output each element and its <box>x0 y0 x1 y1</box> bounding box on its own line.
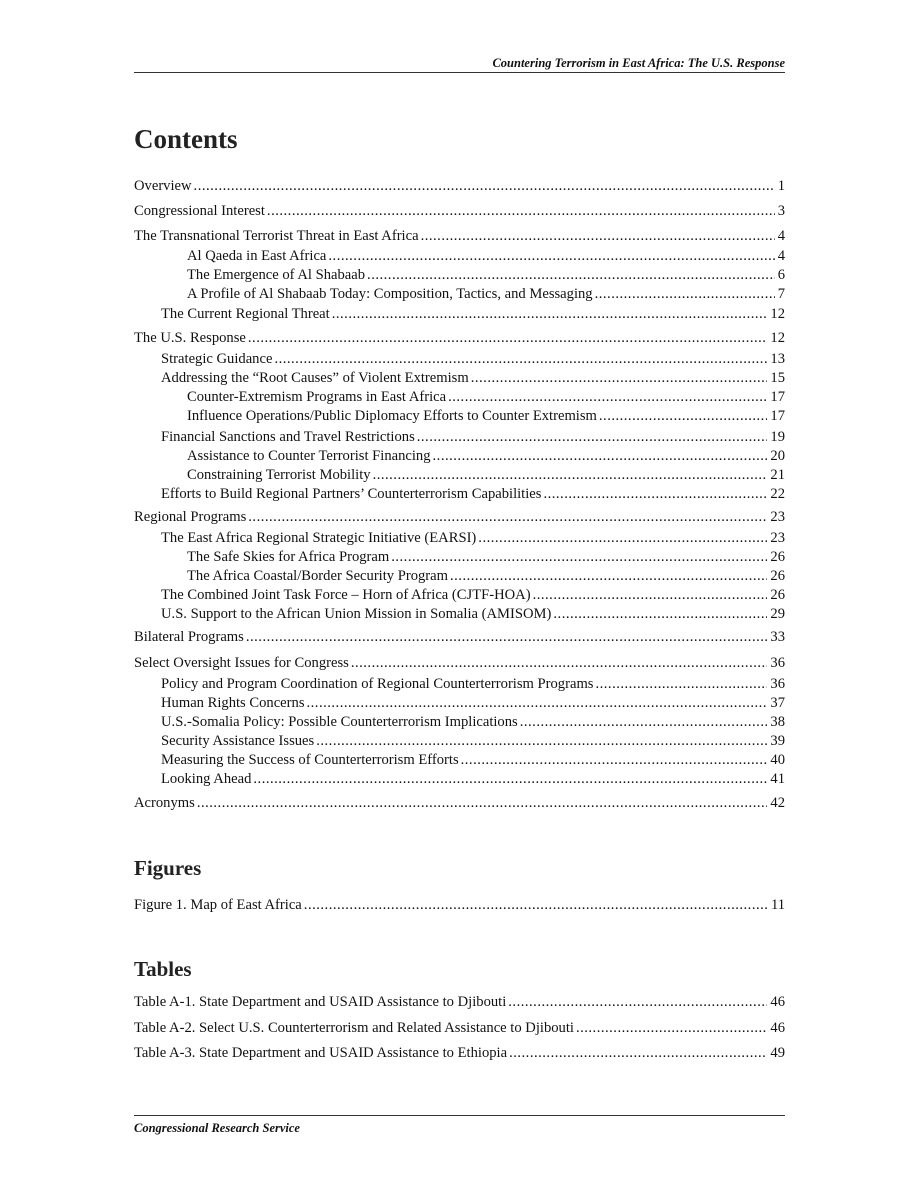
entry-title: Assistance to Counter Terrorist Financing <box>187 448 431 464</box>
contents-entry[interactable] <box>134 586 785 605</box>
entry-page-number: 12 <box>770 330 785 346</box>
entry-title: Human Rights Concerns <box>161 695 305 711</box>
dot-leader <box>478 529 767 548</box>
entry-page-number: 26 <box>770 587 785 603</box>
entry-title: Looking Ahead <box>161 771 252 787</box>
contents-entry[interactable] <box>134 285 785 304</box>
contents-entry[interactable] <box>134 508 785 527</box>
contents-entry[interactable] <box>134 794 785 813</box>
entry-page-number: 6 <box>777 267 785 283</box>
dot-leader <box>448 388 767 407</box>
contents-entry[interactable] <box>134 466 785 485</box>
dot-leader <box>553 605 767 624</box>
entry-title: Financial Sanctions and Travel Restrictions <box>161 429 415 445</box>
entry-title: Constraining Terrorist Mobility <box>187 467 371 483</box>
entry-page-number: 20 <box>770 448 785 464</box>
entry-title: The Current Regional Threat <box>161 306 330 322</box>
dot-leader <box>576 1019 767 1038</box>
contents-entry[interactable] <box>134 305 785 324</box>
entry-page-number: 36 <box>770 655 785 671</box>
contents-entry[interactable] <box>134 247 785 266</box>
entry-page-number: 4 <box>777 228 785 244</box>
entry-page-number: 1 <box>777 178 785 194</box>
dot-leader <box>391 548 767 567</box>
contents-entry[interactable] <box>134 266 785 285</box>
entry-page-number: 46 <box>770 994 785 1010</box>
contents-entry[interactable] <box>134 654 785 673</box>
entry-page-number: 49 <box>770 1045 785 1061</box>
entry-page-number: 17 <box>770 408 785 424</box>
entry-title: The East Africa Regional Strategic Initiative (EARSI) <box>161 530 477 546</box>
dot-leader <box>197 794 768 813</box>
entry-title: U.S.-Somalia Policy: Possible Counterterrorism Implications <box>161 714 518 730</box>
entry-title: Measuring the Success of Counterterrorism Efforts <box>161 752 459 768</box>
entry-title: Policy and Program Coordination of Regional Counterterrorism Programs <box>161 676 594 692</box>
dot-leader <box>248 329 768 348</box>
entry-page-number: 39 <box>770 733 785 749</box>
entry-title: The U.S. Response <box>134 330 246 346</box>
entry-title: Select Oversight Issues for Congress <box>134 655 349 671</box>
dot-leader <box>367 266 775 285</box>
dot-leader <box>246 628 768 647</box>
contents-entry[interactable] <box>134 428 785 447</box>
figures-entry[interactable] <box>134 896 785 915</box>
entry-page-number: 13 <box>770 351 785 367</box>
entry-title: The Emergence of Al Shabaab <box>187 267 366 283</box>
entry-title: Bilateral Programs <box>134 629 244 645</box>
footer-rule <box>134 1115 785 1116</box>
dot-leader <box>351 654 768 673</box>
entry-title: The Safe Skies for Africa Program <box>187 549 390 565</box>
dot-leader <box>520 713 768 732</box>
contents-entry[interactable] <box>134 177 785 196</box>
contents-entry[interactable] <box>134 732 785 751</box>
dot-leader <box>533 586 768 605</box>
entry-page-number: 19 <box>770 429 785 445</box>
entry-title: Strategic Guidance <box>161 351 273 367</box>
contents-heading: Contents <box>134 124 238 154</box>
dot-leader <box>304 896 768 915</box>
dot-leader <box>316 732 767 751</box>
tables-entry[interactable] <box>134 993 785 1012</box>
entry-page-number: 11 <box>770 897 785 913</box>
contents-entry[interactable] <box>134 675 785 694</box>
entry-title: Al Qaeda in East Africa <box>187 248 327 264</box>
contents-entry[interactable] <box>134 605 785 624</box>
entry-page-number: 41 <box>770 771 785 787</box>
entry-page-number: 23 <box>770 509 785 525</box>
entry-title: A Profile of Al Shabaab Today: Composition, Tactics, and Messaging <box>187 286 593 302</box>
entry-page-number: 23 <box>770 530 785 546</box>
entry-page-number: 42 <box>770 795 785 811</box>
contents-entry[interactable] <box>134 447 785 466</box>
contents-entry[interactable] <box>134 485 785 504</box>
dot-leader <box>274 350 767 369</box>
contents-entry[interactable] <box>134 407 785 426</box>
dot-leader <box>461 751 768 770</box>
contents-entry[interactable] <box>134 770 785 789</box>
entry-page-number: 26 <box>770 549 785 565</box>
figures-heading: Figures <box>134 856 202 880</box>
entry-page-number: 17 <box>770 389 785 405</box>
contents-entry[interactable] <box>134 202 785 221</box>
entry-title: The Combined Joint Task Force – Horn of Africa (CJTF-HOA) <box>161 587 531 603</box>
dot-leader <box>595 285 775 304</box>
dot-leader <box>543 485 767 504</box>
entry-page-number: 40 <box>770 752 785 768</box>
entry-title: Overview <box>134 178 192 194</box>
dot-leader <box>595 675 767 694</box>
dot-leader <box>450 567 767 586</box>
contents-entry[interactable] <box>134 369 785 388</box>
contents-entry[interactable] <box>134 227 785 246</box>
entry-title: Regional Programs <box>134 509 247 525</box>
entry-page-number: 29 <box>770 606 785 622</box>
dot-leader <box>599 407 768 426</box>
entry-title: Acronyms <box>134 795 195 811</box>
entry-title: Table A-1. State Department and USAID Assistance to Djibouti <box>134 994 507 1010</box>
dot-leader <box>194 177 775 196</box>
dot-leader <box>509 1044 767 1063</box>
entry-title: Table A-2. Select U.S. Counterterrorism and Related Assistance to Djibouti <box>134 1020 574 1036</box>
tables-entry[interactable] <box>134 1044 785 1063</box>
entry-page-number: 46 <box>770 1020 785 1036</box>
dot-leader <box>248 508 767 527</box>
entry-page-number: 26 <box>770 568 785 584</box>
entry-title: U.S. Support to the African Union Mission in Somalia (AMISOM) <box>161 606 552 622</box>
contents-entry[interactable] <box>134 548 785 567</box>
entry-title: Table A-3. State Department and USAID Assistance to Ethiopia <box>134 1045 508 1061</box>
entry-page-number: 36 <box>770 676 785 692</box>
dot-leader <box>328 247 774 266</box>
dot-leader <box>508 993 767 1012</box>
contents-entry[interactable] <box>134 713 785 732</box>
dot-leader <box>471 369 768 388</box>
contents-entry[interactable] <box>134 329 785 348</box>
entry-page-number: 15 <box>770 370 785 386</box>
contents-entry[interactable] <box>134 529 785 548</box>
contents-entry[interactable] <box>134 350 785 369</box>
entry-page-number: 12 <box>770 306 785 322</box>
entry-title: Efforts to Build Regional Partners’ Counterterrorism Capabilities <box>161 486 542 502</box>
contents-entry[interactable] <box>134 751 785 770</box>
entry-page-number: 4 <box>777 248 785 264</box>
header-rule <box>134 72 785 73</box>
entry-page-number: 22 <box>770 486 785 502</box>
dot-leader <box>433 447 768 466</box>
contents-entry[interactable] <box>134 628 785 647</box>
dot-leader <box>332 305 768 324</box>
contents-entry[interactable] <box>134 388 785 407</box>
entry-title: Figure 1. Map of East Africa <box>134 897 302 913</box>
entry-page-number: 7 <box>777 286 785 302</box>
entry-title: The Transnational Terrorist Threat in East Africa <box>134 228 419 244</box>
tables-heading: Tables <box>134 957 192 981</box>
dot-leader <box>421 227 775 246</box>
entry-title: Influence Operations/Public Diplomacy Efforts to Counter Extremism <box>187 408 597 424</box>
entry-page-number: 33 <box>770 629 785 645</box>
contents-entry[interactable] <box>134 694 785 713</box>
tables-entry[interactable] <box>134 1019 785 1038</box>
entry-page-number: 3 <box>777 203 785 219</box>
dot-leader <box>417 428 768 447</box>
entry-title: Addressing the “Root Causes” of Violent Extremism <box>161 370 469 386</box>
footer-text: Congressional Research Service <box>134 1121 300 1135</box>
dot-leader <box>373 466 768 485</box>
contents-entry[interactable] <box>134 567 785 586</box>
running-header: Countering Terrorism in East Africa: The U.S. Response <box>492 56 785 70</box>
dot-leader <box>267 202 775 221</box>
entry-title: Security Assistance Issues <box>161 733 315 749</box>
dot-leader <box>253 770 767 789</box>
entry-page-number: 37 <box>770 695 785 711</box>
entry-title: The Africa Coastal/Border Security Program <box>187 568 448 584</box>
dot-leader <box>307 694 768 713</box>
entry-title: Counter-Extremism Programs in East Africa <box>187 389 447 405</box>
entry-title: Congressional Interest <box>134 203 265 219</box>
entry-page-number: 21 <box>770 467 785 483</box>
entry-page-number: 38 <box>770 714 785 730</box>
